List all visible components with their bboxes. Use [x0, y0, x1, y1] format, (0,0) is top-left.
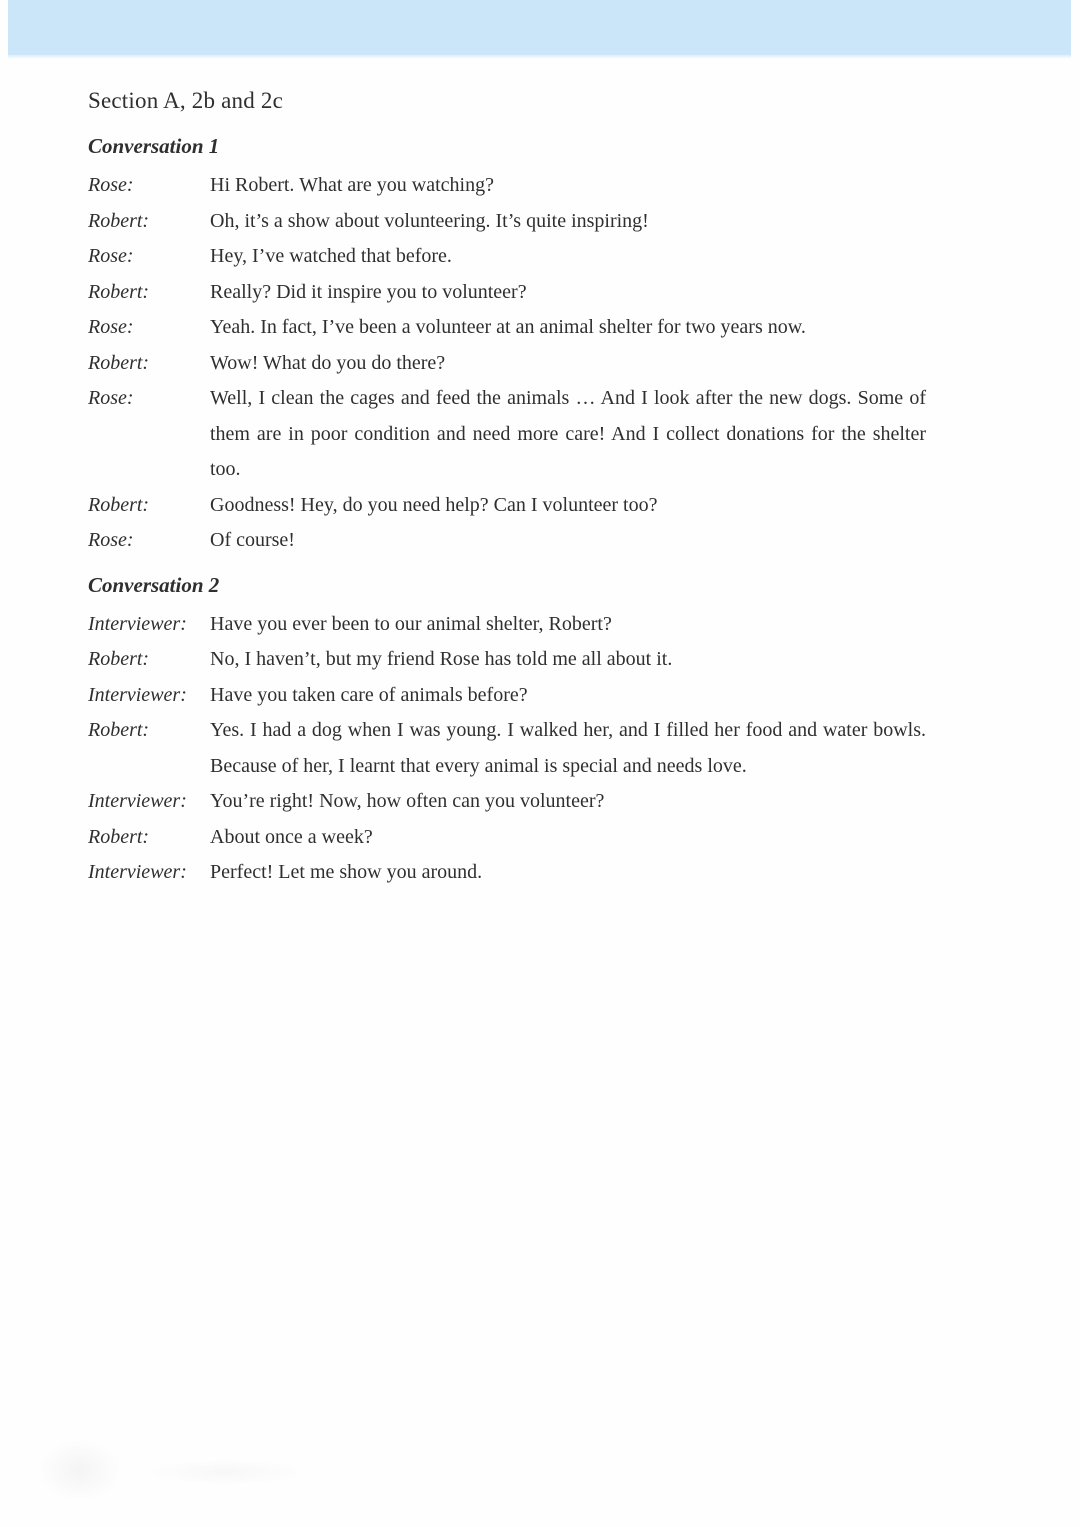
dialogue-text: Oh, it’s a show about volunteering. It’s quite inspiring! [210, 209, 649, 232]
speaker-label: Robert: [88, 351, 150, 374]
speaker-label: Robert: [88, 825, 150, 848]
dialogue-text: Wow! What do you do there? [210, 351, 446, 374]
speaker-label: Robert: [88, 648, 150, 670]
dialogue-row [88, 239, 926, 275]
conversation-block [88, 134, 926, 559]
dialogue-text: Goodness! Hey, do you need help? Can I volunteer too? [210, 493, 658, 516]
conversation-title: Conversation 2 [88, 572, 220, 597]
conversations-list [88, 134, 926, 891]
dialogue-row [88, 855, 926, 891]
dialogue-text: About once a week? [210, 825, 373, 848]
dialogue-rows [88, 607, 926, 891]
dialogue-text: Have you taken care of animals before? [210, 683, 528, 706]
speaker-label: Robert: [88, 280, 150, 303]
dialogue-row [88, 642, 926, 678]
conversation-block [88, 573, 926, 891]
speaker-label: Robert: [88, 719, 150, 741]
dialogue-row [88, 678, 926, 714]
dialogue-row [88, 168, 926, 204]
dialogue-text: No, I haven’t, but my friend Rose has told me all about it. [210, 648, 673, 670]
dialogue-row [88, 381, 926, 488]
dialogue-row [88, 713, 926, 784]
conversation-title: Conversation 1 [88, 134, 220, 158]
dialogue-text: Really? Did it inspire you to volunteer? [210, 280, 527, 303]
dialogue-row [88, 310, 926, 346]
speaker-label: Rose: [88, 174, 134, 196]
speaker-label: Rose: [88, 316, 134, 338]
dialogue-text: Yeah. In fact, I’ve been a volunteer at an animal shelter for two years now. [210, 316, 806, 338]
dialogue-text: Hey, I’ve watched that before. [210, 245, 452, 267]
speaker-label: Interviewer: [88, 683, 187, 706]
dialogue-row [88, 275, 926, 311]
section-title: Section A, 2b and 2c [88, 88, 283, 113]
speaker-label: Rose: [88, 245, 134, 267]
dialogue-row [88, 488, 926, 524]
dialogue-text: Yes. I had a dog when I was young. I walked her, and I filled her food and water bowls. Because of her, I learnt that every animal is special and needs love. [210, 719, 926, 777]
speaker-label: Interviewer: [88, 612, 187, 635]
dialogue-row [88, 523, 926, 559]
dialogue-text: You’re right! Now, how often can you volunteer? [210, 790, 605, 812]
dialogue-text: Of course! [210, 529, 295, 551]
faint-watermark [15, 1420, 335, 1515]
dialogue-text: Have you ever been to our animal shelter, Robert? [210, 612, 612, 635]
speaker-label: Interviewer: [88, 790, 187, 812]
dialogue-row [88, 820, 926, 856]
dialogue-rows [88, 168, 926, 559]
dialogue-row [88, 204, 926, 240]
dialogue-text: Perfect! Let me show you around. [210, 861, 483, 883]
speaker-label: Interviewer: [88, 861, 187, 883]
speaker-label: Rose: [88, 529, 134, 551]
dialogue-row [88, 607, 926, 643]
speaker-label: Robert: [88, 493, 150, 516]
top-accent-band [8, 0, 1071, 55]
dialogue-text: Well, I clean the cages and feed the animals … And I look after the new dogs. Some of them are in poor condition and need more care! And I collect donations for the shelter too. [210, 387, 926, 480]
speaker-label: Robert: [88, 209, 150, 232]
dialogue-row [88, 784, 926, 820]
transcript-content [88, 88, 926, 905]
dialogue-row [88, 346, 926, 382]
speaker-label: Rose: [88, 387, 134, 409]
dialogue-text: Hi Robert. What are you watching? [210, 174, 494, 196]
